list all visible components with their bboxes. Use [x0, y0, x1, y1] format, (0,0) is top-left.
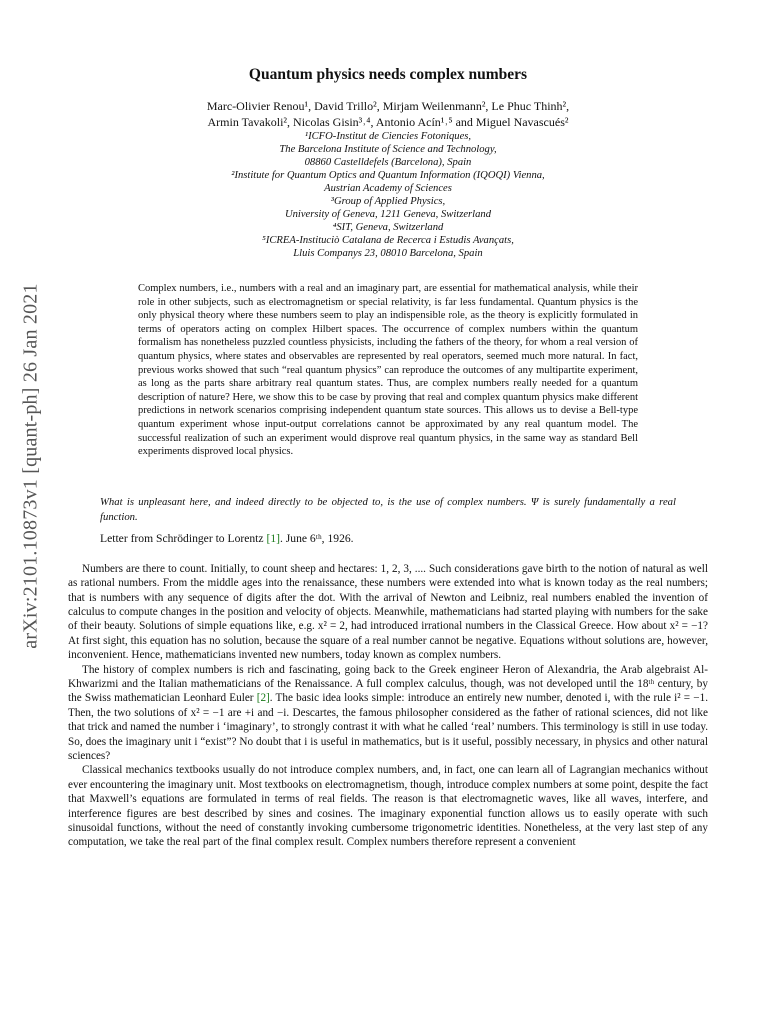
author-line-2: Armin Tavakoli², Nicolas Gisin³˒⁴, Antonio Acín¹˒⁵ and Miguel Navascués²: [207, 115, 569, 129]
body-paragraph: [68, 763, 708, 849]
affiliation-line: Lluis Companys 23, 08010 Barcelona, Spain: [293, 248, 483, 259]
citation-link[interactable]: [1]: [266, 531, 280, 545]
epigraph-quote: What is unpleasant here, and indeed directly to be objected to, is the use of complex numbers. Ψ is surely fundamentally a real function.: [100, 495, 676, 523]
affiliation-line: ³Group of Applied Physics,: [330, 196, 446, 207]
arxiv-sidebar-stamp: [18, 268, 44, 664]
affiliation-line: University of Geneva, 1211 Geneva, Switzerland: [284, 209, 492, 220]
affiliation-line: The Barcelona Institute of Science and Technology,: [279, 144, 497, 155]
body-paragraph: [68, 663, 708, 764]
paper-title: Quantum physics needs complex numbers: [248, 66, 528, 83]
paragraph-text: Classical mechanics textbooks usually do not introduce complex numbers, and, in fact, one can learn all of Lagrangian mechanics without ever encountering the imaginary unit. Most textbooks on electromagnetism, though, introduce complex numbers at some point, despite the fact that Maxwell’s equations are formulated in terms of real fields. The reason is that electromagnetic waves, like all waves, interfere, and interference figures are best described by sines and cosines. The imaginary exponential function allows us to easily operate with such sinusoidal functions, without the need of constantly invoking cumbersome trigonometric identities. Nonetheless, at the very last step of any computation, we take the real part of the final complex result. Complex numbers therefore represent a convenient: [68, 764, 709, 849]
affiliation-line: Austrian Academy of Sciences: [324, 183, 452, 194]
abstract: Complex numbers, i.e., numbers with a real and an imaginary part, are essential for mathematical analysis, while their role in other subjects, such as electromagnetism or special relativity, is far less fundamental. Quantum physics is the only physical theory where these numbers seem to play an indispensible role, as the theory is explicitly formulated in terms of operators acting on complex Hilbert spaces. The occurrence of complex numbers within the quantum formalism has nonetheless puzzled countless physicists, including the fathers of the theory, for whom a real version of quantum physics, where states and observables are represented by real operators, seemed much more natural. In fact, previous works showed that such “real quantum physics” can reproduce the outcomes of any multipartite experiment, as long as the parts share arbitrary real quantum states. Thus, are complex numbers really needed for a quantum description of nature? Here, we show this to be case by proving that real and complex quantum physics make different predictions in network scenarios comprising independent quantum state sources. This allows us to devise a Bell-type quantum experiment whose input-output correlations cannot be approximated by any real quantum model. The successful realization of such an experiment would disprove real quantum physics, in the same way as standard Bell experiments disproved local physics.: [138, 283, 638, 458]
author-list: [68, 98, 708, 130]
affiliation-line: ²Institute for Quantum Optics and Quantum Information (IQOQI) Vienna,: [231, 170, 545, 181]
author-line-1: Marc-Olivier Renou¹, David Trillo², Mirjam Weilenmann², Le Phuc Thinh²,: [206, 99, 570, 113]
citation-link[interactable]: [2]: [256, 692, 270, 705]
paragraph-text: Numbers are there to count. Initially, to count sheep and hectares: 1, 2, 3, .... Such considerations gave birth to the notion of natural as well as rational numbers. From the middle ages into the renaissance, these numbers were extended into what is known today as the real numbers; that is numbers with any sequence of digits after the dot. With the arrival of Newton and Leibniz, real numbers enabled the invention of calculus to compute changes in the position and velocity of objects. Meanwhile, mathematicians had started playing with numbers for the sake of their beauty. Solutions of simple equations like, e.g. x² = 2, had introduced irrational numbers in the Classical Greece. How about x² = −1? At first sight, this equation has no solution, because the square of a real number cannot be negative. Equations without solutions are, however, inconvenient. Hence, mathematicians invented new numbers, today known as complex numbers.: [68, 562, 708, 662]
paper-page: [68, 62, 708, 850]
epigraph-attribution: [100, 531, 676, 546]
affiliation-line: ¹ICFO-Institut de Ciencies Fotoniques,: [304, 131, 472, 142]
affiliation-line: ⁴SIT, Geneva, Switzerland: [332, 222, 444, 233]
paragraph-text: . The basic idea looks simple: introduce an entirely new number, denoted i, with the rule i² = −1. Then, the two solutions of x² = −1 are +i and −i. Descartes, the famous philosopher considered as the father of rational sciences, did not like that trick and named the number i ‘imaginary’, to strongly contrast it with what he called ‘real’ numbers. This terminology is still in use today. So, does the imaginary unit i “exist”? No doubt that i is useful in mathematics, but is it useful, possibly necessary, in physics and other natural sciences?: [68, 692, 708, 762]
arxiv-id: arXiv:2101.10873v1 [quant-ph] 26 Jan 2021: [19, 283, 42, 649]
attribution-date: . June 6ᵗʰ, 1926.: [279, 531, 354, 545]
body-paragraph: [68, 562, 708, 663]
affiliations: [68, 130, 708, 260]
affiliation-line: ⁵ICREA-Instituciò Catalana de Recerca i Estudis Avançats,: [262, 235, 514, 246]
paragraph-text: The history of complex numbers is rich and fascinating, going back to the Greek engineer Heron of Alexandria, the Arab algebraist Al-Khwarizmi and the Italian mathematicians of the Renaissance. A full complex calculus, though, was not developed until the 18ᵗʰ century, by the Swiss mathematician Leonhard Euler: [68, 663, 708, 705]
body-text: [68, 562, 708, 850]
attribution-text: Letter from Schrödinger to Lorentz: [100, 531, 267, 545]
affiliation-line: 08860 Castelldefels (Barcelona), Spain: [304, 157, 472, 168]
